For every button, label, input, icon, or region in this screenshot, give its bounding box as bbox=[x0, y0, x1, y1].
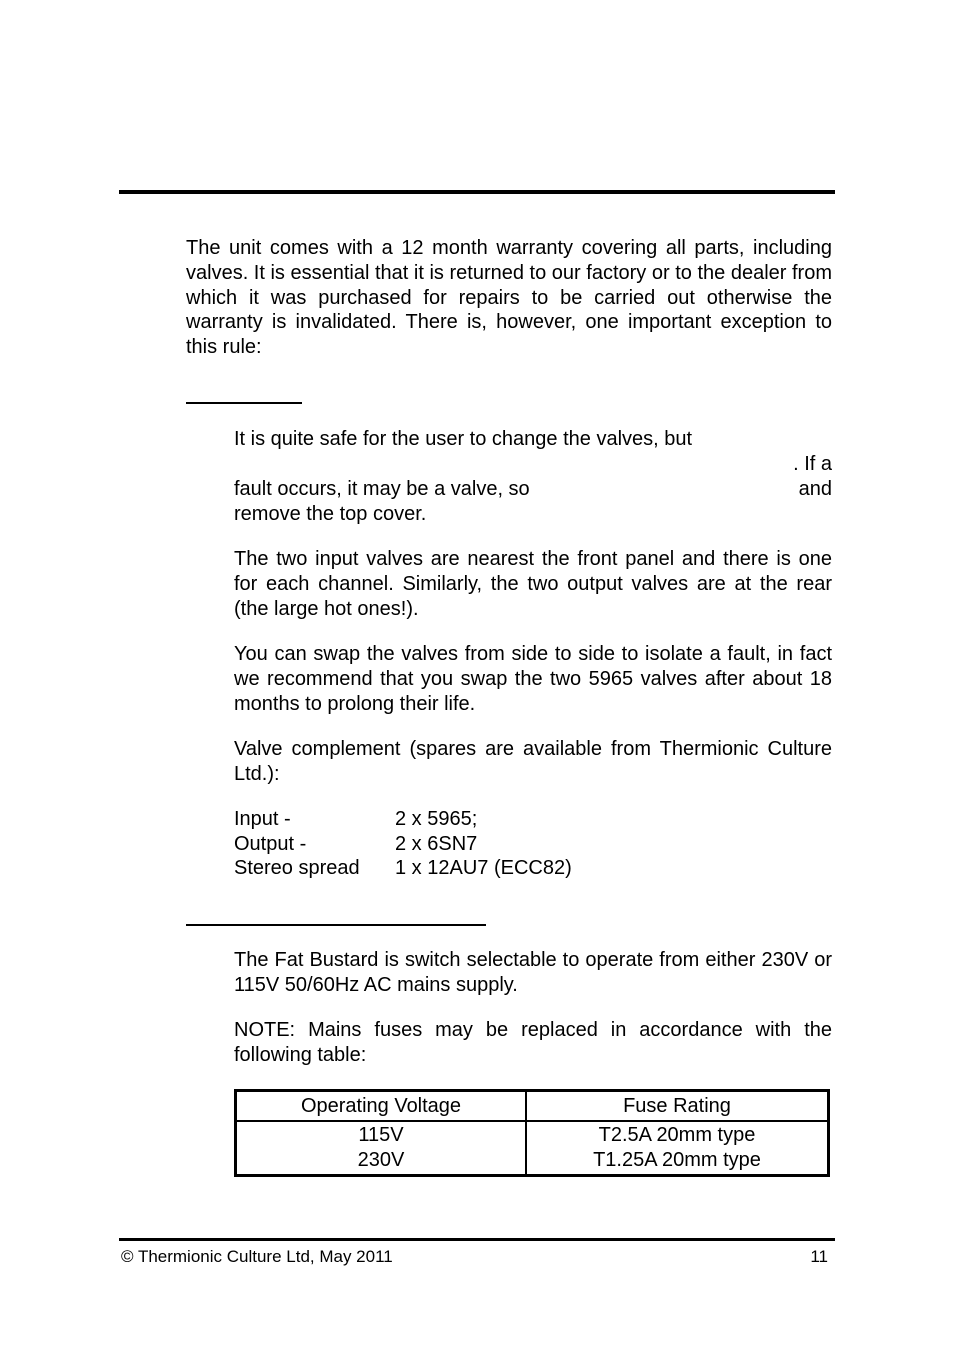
column-header-voltage: Operating Voltage bbox=[236, 1091, 527, 1122]
table-header-row bbox=[236, 1091, 829, 1122]
warranty-paragraph: The unit comes with a 12 month warranty covering all parts, including valves. It is essential that it is returned to our factory or to the dealer from which it was purchased for repairs to be carried out otherwise the warranty is invalidated. There is, however, one important exception to this rule: bbox=[186, 237, 832, 359]
section-heading-underline bbox=[186, 924, 486, 926]
valve-complement-list bbox=[234, 807, 572, 881]
fuse-note-paragraph: NOTE: Mains fuses may be replaced in accordance with the following table: bbox=[234, 1019, 832, 1066]
fuse-table bbox=[234, 1089, 830, 1177]
footer-rule bbox=[119, 1238, 835, 1241]
valve-safety-line-3 bbox=[234, 477, 832, 502]
valve-value: 2 x 5965; bbox=[395, 808, 478, 830]
valve-value: 2 x 6SN7 bbox=[395, 832, 478, 855]
table-row bbox=[236, 1121, 829, 1148]
valve-safety-line-3-left: fault occurs, it may be a valve, so bbox=[234, 478, 530, 500]
valve-safety-line-3-right: and bbox=[798, 478, 832, 500]
table-cell: 230V bbox=[236, 1148, 527, 1176]
table-row bbox=[236, 1148, 829, 1176]
valve-safety-line-2: . If a bbox=[793, 453, 832, 475]
valve-value: 1 x 12AU7 (ECC82) bbox=[395, 857, 572, 880]
list-item bbox=[234, 807, 572, 832]
swap-valves-paragraph: You can swap the valves from side to side to isolate a fault, in fact we recommend that you swap the two 5965 valves after about 18 months to prolong their life. bbox=[234, 643, 832, 715]
valve-complement-paragraph: Valve complement (spares are available from Thermionic Culture Ltd.): bbox=[234, 738, 832, 785]
list-item bbox=[234, 856, 572, 881]
column-header-fuse: Fuse Rating bbox=[526, 1091, 829, 1122]
footer-copyright: © Thermionic Culture Ltd, May 2011 bbox=[121, 1247, 393, 1266]
valve-label: Stereo spread bbox=[234, 857, 360, 880]
valve-label: Output - bbox=[234, 832, 307, 855]
valve-label: Input - bbox=[234, 808, 291, 830]
input-valves-paragraph: The two input valves are nearest the front panel and there is one for each channel. Similarly, the two output valves are at the rear (the large hot ones!). bbox=[234, 548, 832, 620]
header-rule bbox=[119, 190, 835, 194]
table-cell: T1.25A 20mm type bbox=[593, 1149, 761, 1171]
mains-supply-paragraph: The Fat Bustard is switch selectable to operate from either 230V or 115V 50/60Hz AC mains supply. bbox=[234, 949, 832, 996]
section-heading-underline bbox=[186, 402, 302, 404]
valve-safety-line-1: It is quite safe for the user to change the valves, but bbox=[234, 428, 693, 450]
list-item bbox=[234, 832, 572, 857]
table-cell: T2.5A 20mm type bbox=[598, 1124, 756, 1146]
valve-safety-line-4: remove the top cover. bbox=[234, 503, 427, 525]
table-cell: 115V bbox=[236, 1121, 527, 1148]
page-number: 11 bbox=[810, 1247, 828, 1266]
